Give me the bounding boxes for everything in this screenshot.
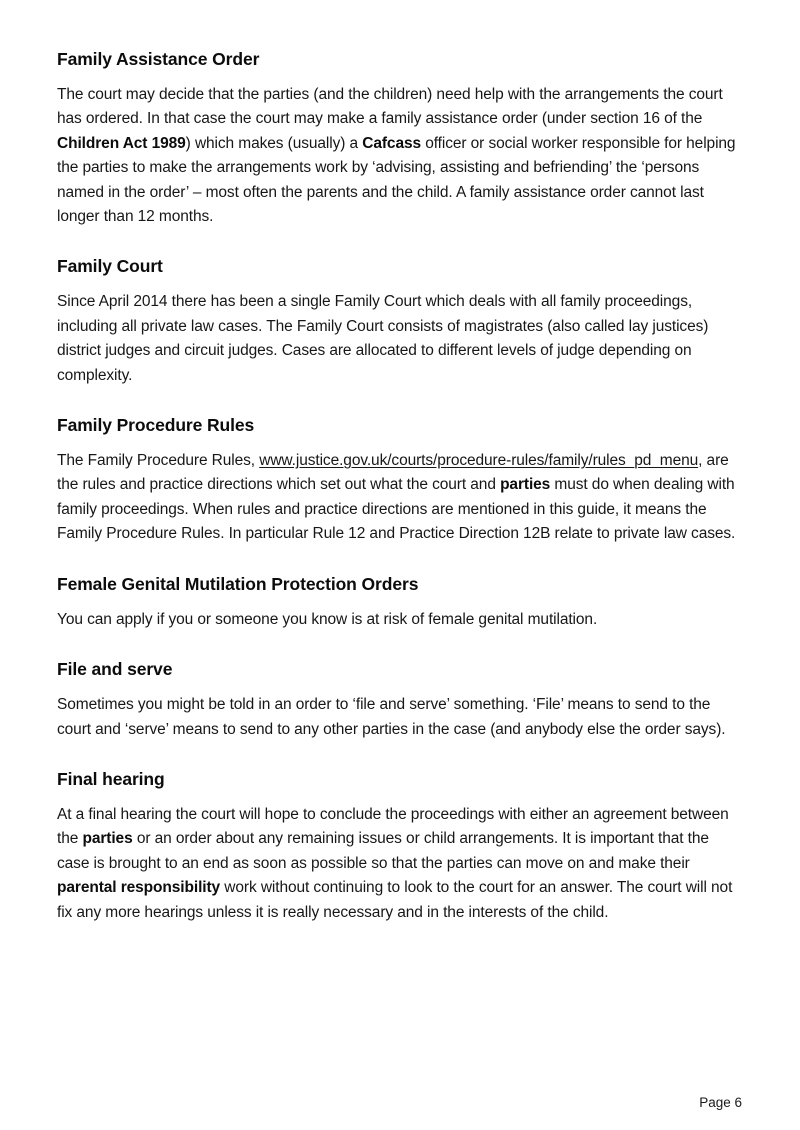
text-run: The court may decide that the parties (and the children) need help with the arrangements the court has ordered. In that case the court may make a family assistance order (under section 16 of the <box>57 86 723 128</box>
bold-term: Cafcass <box>362 134 422 152</box>
text-run: Since April 2014 there has been a single Family Court which deals with all family proceedings, including all private law cases. The Family Court consists of magistrates (also called lay justices) district judges and circuit judges. Cases are allocated to different levels of judge depending on complexity. <box>57 293 709 384</box>
bold-term: parties <box>500 476 551 494</box>
section-paragraph <box>57 608 743 632</box>
text-run: Sometimes you might be told in an order to ‘file and serve’ something. ‘File’ means to send to the court and ‘serve’ means to send to any other parties in the case (and anybody else the order says). <box>57 696 726 738</box>
section-family-court <box>57 255 743 388</box>
section-paragraph <box>57 803 743 925</box>
section-paragraph <box>57 290 743 388</box>
text-run: must do when dealing with family proceedings. When rules and practice directions are mentioned in this guide, it means the Family Procedure Rules. In particular Rule 12 and Practice Direction 12B relate to private law cases. <box>57 476 736 543</box>
section-paragraph <box>57 693 743 742</box>
section-fgm-protection-orders <box>57 573 743 632</box>
section-heading: Family Assistance Order <box>57 49 260 69</box>
page-number: Page 6 <box>699 1095 742 1110</box>
text-run: You can apply if you or someone you know is at risk of female genital mutilation. <box>57 610 598 628</box>
bold-term: parental responsibility <box>57 879 221 897</box>
text-run: work without continuing to look to the court for an answer. The court will not fix any more hearings unless it is really necessary and in the interests of the child. <box>57 879 733 921</box>
section-family-procedure-rules <box>57 414 743 547</box>
section-heading: File and serve <box>57 659 173 680</box>
section-family-assistance-order <box>57 48 743 229</box>
text-run: , are the rules and practice directions which set out what the court and <box>57 452 729 494</box>
text-run: The Family Procedure Rules, <box>57 452 260 470</box>
bold-term: Children Act 1989 <box>57 134 186 152</box>
section-file-and-serve <box>57 658 743 742</box>
section-paragraph <box>57 449 743 547</box>
text-run: ) which makes (usually) a <box>185 134 363 152</box>
text-run: or an order about any remaining issues or child arrangements. It is important that the case is brought to an end as soon as possible so that the parties can move on and make their <box>57 830 709 872</box>
section-heading: Final hearing <box>57 768 165 789</box>
bold-term: parties <box>82 830 133 848</box>
section-paragraph <box>57 83 743 229</box>
section-heading: Female Genital Mutilation Protection Orders <box>57 573 419 594</box>
text-run: At a final hearing the court will hope to conclude the proceedings with either an agreement between the <box>57 805 729 848</box>
text-run: officer or social worker responsible for helping the parties to make the arrangements work by ‘advising, assisting and befriending’ the ‘persons named in the order’ – most often the parents and the child. A family assistance order cannot last longer than 12 months. <box>57 134 736 226</box>
section-heading: Family Court <box>57 256 163 277</box>
section-final-hearing <box>57 768 743 925</box>
procedure-rules-link[interactable]: www.justice.gov.uk/courts/procedure-rules/family/rules_pd_menu <box>259 452 699 470</box>
section-heading: Family Procedure Rules <box>57 415 255 436</box>
